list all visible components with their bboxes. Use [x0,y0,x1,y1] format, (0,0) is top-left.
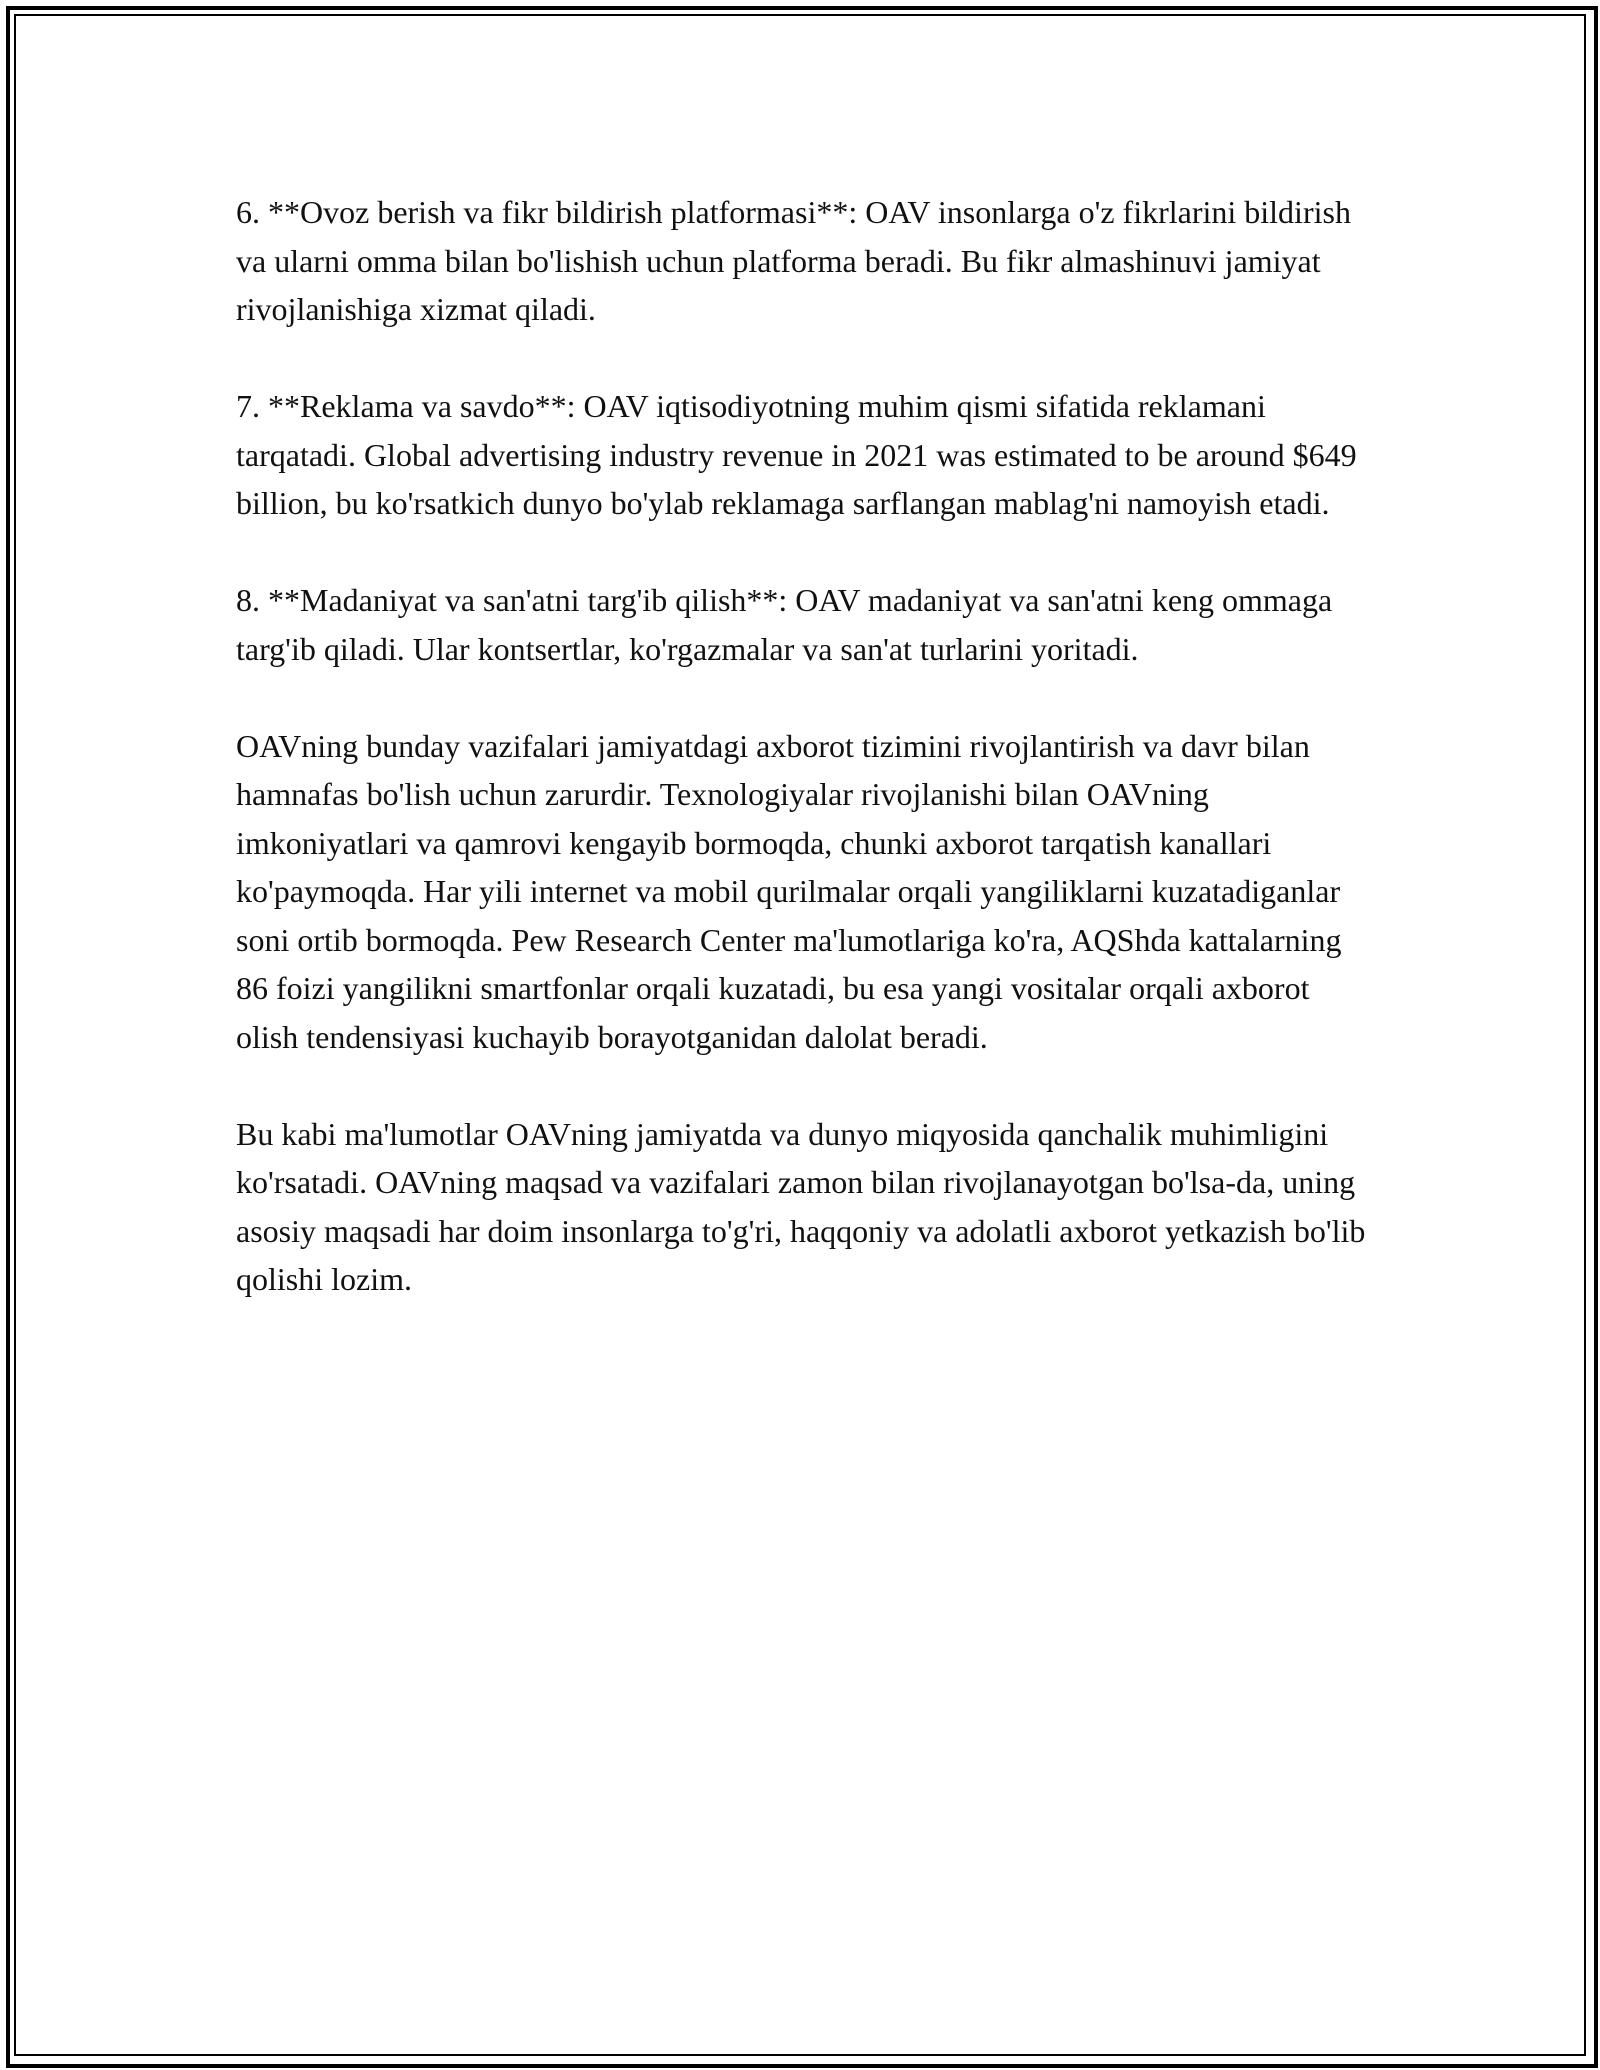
paragraph-conclusion: Bu kabi ma'lumotlar OAVning jamiyatda va dunyo miqyosida qanchalik muhimligini ko'rsatadi. OAVning maqsad va vazifalari zamon bilan rivojlanayotgan bo'lsa-da, uning asosiy maqsadi har doim insonlarga to'g'ri, haqqoniy va adolatli axborot yetkazish bo'lib qolishi lozim. [236,1115,1366,1297]
paragraph-item-7: 7. **Reklama va savdo**: OAV iqtisodiyotning muhim qismi sifatida reklamani tarqatadi. Global advertising industry revenue in 2021 was estimated to be around $649 billion, bu ko'rsatkich dunyo bo'ylab reklamaga sarflangan mablag'ni namoyish etadi. [236,388,1357,521]
document-body [236,188,1376,1352]
paragraph-technology: OAVning bunday vazifalari jamiyatdagi axborot tizimini rivojlantirish va davr bilan hamnafas bo'lish uchun zarurdir. Texnologiyalar rivojlanishi bilan OAVning imkoniyatlari va qamrovi kengayib bormoqda, chunki axborot tarqatish kanallari ko'paymoqda. Har yili internet va mobil qurilmalar orqali yangiliklarni kuzatadiganlar soni ortib bormoqda. Pew Research Center ma'lumotlariga ko'ra, AQShda kattalarning 86 foizi yangilikni smartfonlar orqali kuzatadi, bu esa yangi vositalar orqali axborot olish tendensiyasi kuchayib borayotganidan dalolat beradi. [236,727,1342,1055]
paragraph-item-8: 8. **Madaniyat va san'atni targ'ib qilish**: OAV madaniyat va san'atni keng ommaga targ'ib qiladi. Ular kontsertlar, ko'rgazmalar va san'at turlarini yoritadi. [236,582,1333,667]
paragraph-item-6: 6. **Ovoz berish va fikr bildirish platformasi**: OAV insonlarga o'z fikrlarini bildirish va ularni omma bilan bo'lishish uchun platforma beradi. Bu fikr almashinuvi jamiyat rivojlanishiga xizmat qiladi. [236,194,1351,327]
